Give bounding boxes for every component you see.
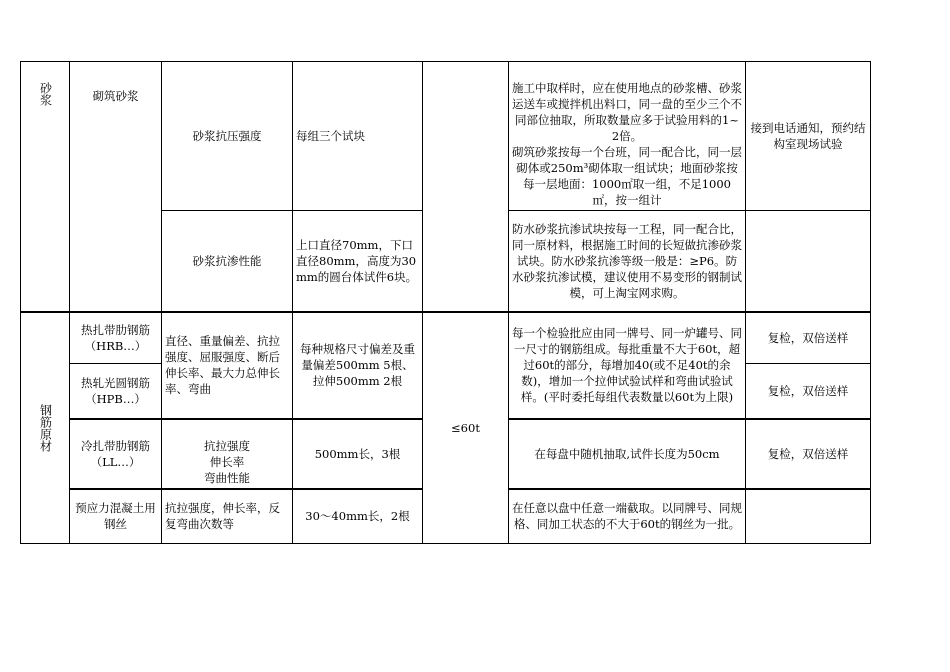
category-cell-mortar xyxy=(21,62,70,312)
sample-cell xyxy=(293,419,423,489)
rule-text: 在每盘中随机抽取,试件长度为50cm xyxy=(534,446,720,461)
type-cell xyxy=(70,312,162,364)
category-label: 砂浆 xyxy=(38,82,53,106)
type-cell-mortar xyxy=(70,62,162,312)
batch-cell-steel xyxy=(423,312,509,544)
sample-cell xyxy=(293,62,423,211)
note-cell xyxy=(746,62,871,211)
note-cell xyxy=(746,489,871,544)
rule-cell xyxy=(509,312,746,419)
item-label: 砂浆抗压强度 xyxy=(192,129,262,143)
batch-text: ≤60t xyxy=(451,420,480,435)
sample-text: 上口直径70mm，下口直径80mm，高度为30mm的圆台体试件6块。 xyxy=(296,237,418,284)
rule-cell xyxy=(509,419,746,489)
type-cell xyxy=(70,489,162,544)
sample-cell xyxy=(293,312,423,419)
item-label: 砂浆抗渗性能 xyxy=(192,253,262,268)
note-cell xyxy=(746,312,871,364)
note-text: 复检，双倍送样 xyxy=(767,330,849,345)
item-cell xyxy=(162,489,293,544)
rule-text: 施工中取样时，应在使用地点的砂浆槽、砂浆运送车或搅拌机出料口，同一盘的至少三个不同部位抽取，所取数量应多于试验用料的1~2倍。 砌筑砂浆按每一个台班，同一配合比，同一层砌体或250m³砌体取一组试块；地面砂浆按每一层地面：1000㎡取一组，不足1000㎡，按一组计 xyxy=(512,81,742,207)
sample-text: 30～40mm长，2根 xyxy=(305,509,410,524)
note-text: 复检，双倍送样 xyxy=(767,446,849,461)
item-cell xyxy=(162,211,293,312)
note-cell xyxy=(746,364,871,419)
rule-cell xyxy=(509,211,746,312)
type-label: 砌筑砂浆 xyxy=(92,89,139,103)
sample-text: 每种规格尺寸偏差及重量偏差500mm 5根、拉伸500mm 2根 xyxy=(300,342,415,388)
category-label: 钢筋原材 xyxy=(38,403,53,452)
type-label: 冷扎带肋钢筋（LL…） xyxy=(81,438,150,469)
item-cell xyxy=(162,312,293,419)
item-label: 抗拉强度，伸长率，反复弯曲次数等 xyxy=(165,501,280,532)
rule-text: 防水砂浆抗渗试块按每一工程，同一配合比，同一原材料，根据施工时间的长短做抗渗砂浆试块。防水砂浆抗渗等级一般是：≥P6。防水砂浆抗渗试模，建议使用不易变形的钢制试模，可上淘宝网求购。 xyxy=(512,221,742,300)
item-cell xyxy=(162,62,293,211)
sample-text: 500mm长，3根 xyxy=(314,446,401,461)
category-cell-steel xyxy=(21,312,70,544)
rule-cell xyxy=(509,62,746,211)
item-label: 抗拉强度 伸长率 弯曲性能 xyxy=(204,438,250,485)
sample-cell xyxy=(293,489,423,544)
test-spec-table xyxy=(20,61,871,544)
note-cell xyxy=(746,211,871,312)
type-label: 热轧光圆钢筋（HPB…） xyxy=(81,375,150,406)
rule-cell xyxy=(509,489,746,544)
rule-text: 每一个检验批应由同一牌号、同一炉罐号、同一尺寸的钢筋组成。每批重量不大于60t，超过60t的部分，每增加40(或不足40t的余数)，增加一个拉伸试验试样和弯曲试验试样。(平时委托每组代表数量以60t为上限) xyxy=(512,326,742,404)
item-label: 直径、重量偏差、抗拉强度、屈服强度、断后伸长率、最大力总伸长率、弯曲 xyxy=(165,334,280,396)
type-label: 预应力混凝土用钢丝 xyxy=(75,501,156,532)
item-cell xyxy=(162,419,293,489)
sample-text: 每组三个试块 xyxy=(296,129,365,143)
batch-cell-mortar xyxy=(423,62,509,312)
note-text: 复检，双倍送样 xyxy=(767,383,849,398)
type-cell xyxy=(70,364,162,419)
type-label: 热扎带肋钢筋（HRB…） xyxy=(81,322,150,353)
type-cell xyxy=(70,419,162,489)
note-cell xyxy=(746,419,871,489)
rule-text: 在任意以盘中任意一端截取。以同牌号、同规格、同加工状态的不大于60t的钢丝为一批。 xyxy=(512,501,742,532)
sample-cell xyxy=(293,211,423,312)
note-text: 接到电话通知，预约结构室现场试验 xyxy=(750,121,866,151)
